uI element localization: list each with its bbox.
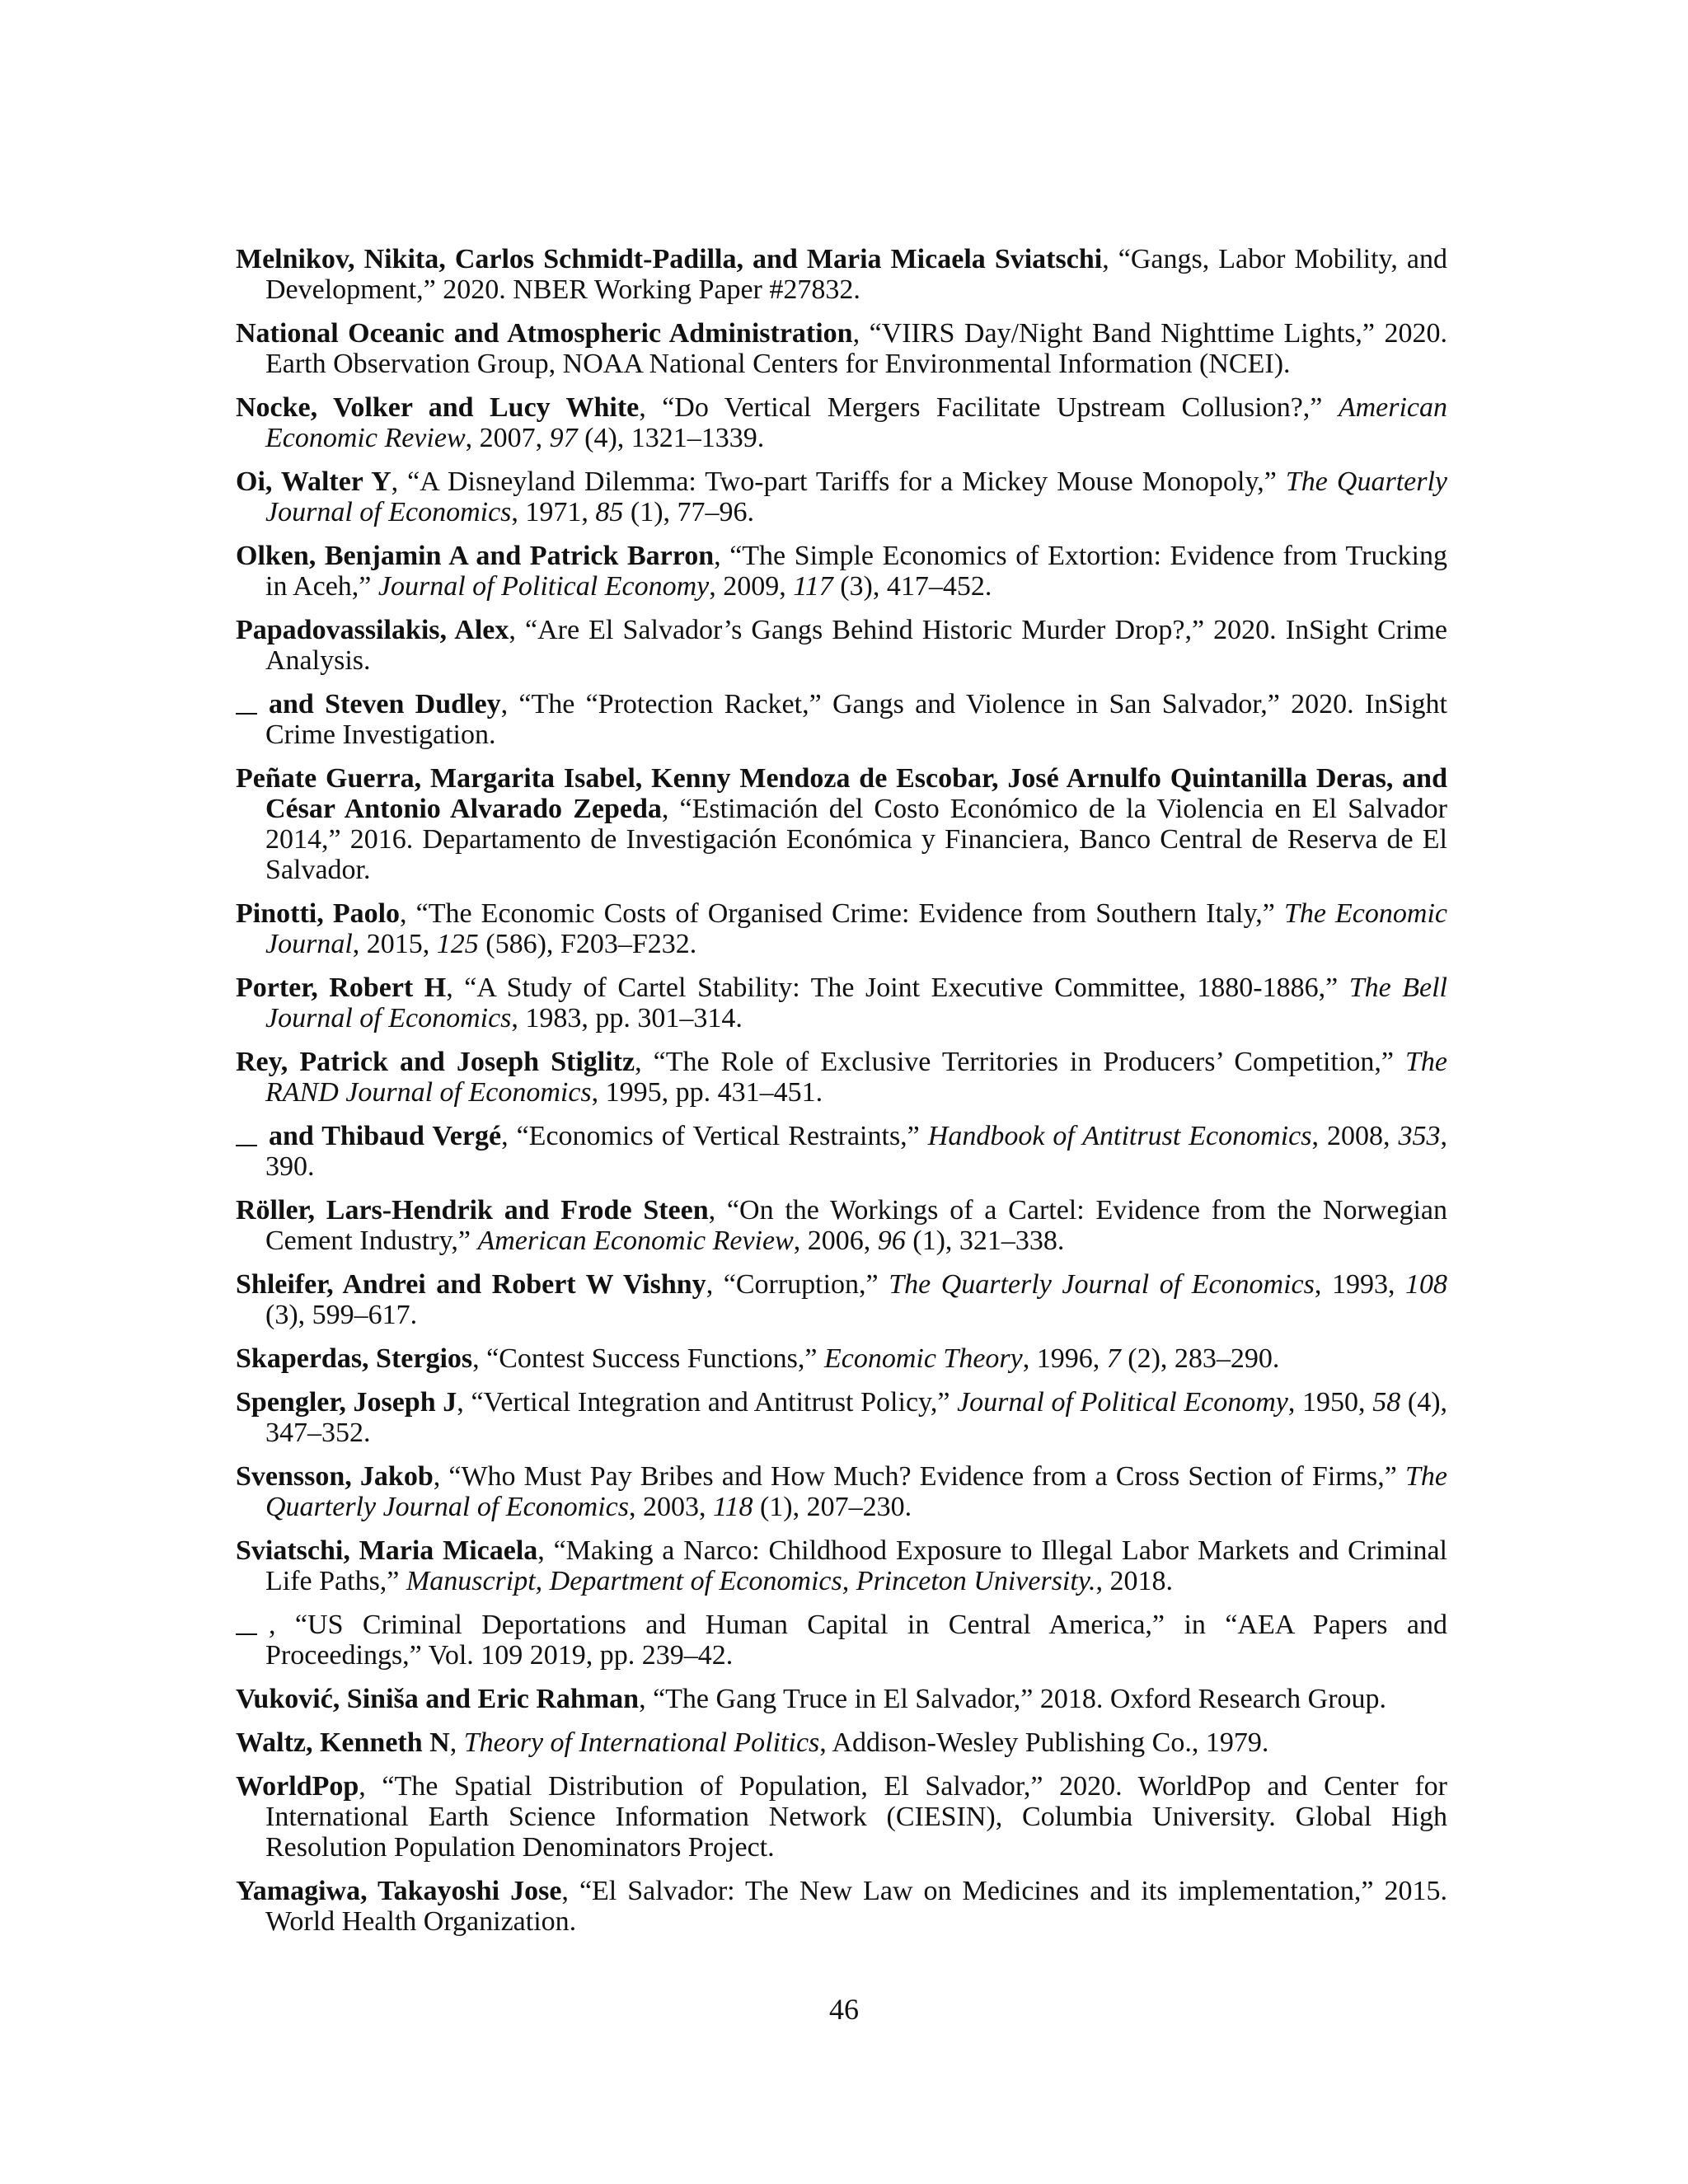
reference-text: , “Vertical Integration and Antitrust Policy,” [457, 1387, 958, 1418]
reference-author: Olken, Benjamin A and Patrick Barron [236, 541, 715, 571]
reference-italic-text: The Economic Journal [265, 898, 1447, 959]
reference-text: , “The Economic Costs of Organised Crime: Evidence from Southern Italy,” [400, 898, 1284, 929]
reference-entry [236, 898, 1447, 959]
reference-text: , “A Disneyland Dilemma: Two-part Tariffs for a Mickey Mouse Monopoly,” [391, 466, 1286, 497]
reference-text: , 1950, [1287, 1387, 1373, 1418]
reference-text: , 2003, [629, 1492, 713, 1522]
reference-text: , 2009, [709, 571, 794, 602]
reference-text: , “Gangs, Labor Mobility, and Development,” 2020. NBER Working Paper #27832. [265, 244, 1447, 305]
reference-author: Yamagiwa, Takayoshi Jose [236, 1876, 562, 1906]
reference-entry [236, 763, 1447, 885]
reference-italic-text: The Quarterly Journal of Economics [889, 1269, 1315, 1300]
reference-text: , “On the Workings of a Cartel: Evidence from the Norwegian Cement Industry,” [265, 1195, 1447, 1256]
reference-entry [236, 541, 1447, 602]
reference-italic-text: Journal of Political Economy [377, 571, 710, 602]
reference-entry [236, 1047, 1447, 1108]
reference-italic-text: 85 [595, 497, 624, 527]
repeated-author-dash [236, 1633, 257, 1635]
reference-text: , “The Gang Truce in El Salvador,” 2018. Oxford Research Group. [639, 1684, 1387, 1714]
reference-author: Pinotti, Paolo [236, 898, 401, 929]
reference-italic-text: The Quarterly Journal of Economics [265, 1461, 1447, 1522]
reference-text: (1), 321–338. [905, 1226, 1065, 1256]
reference-text: , 1983, pp. 301–314. [511, 1003, 743, 1033]
reference-text: , “Are El Salvador’s Gangs Behind Historic Murder Drop?,” 2020. InSight Crime Analysis. [265, 615, 1447, 676]
reference-italic-text: American Economic Review [265, 392, 1447, 453]
reference-author: Shleifer, Andrei and Robert W Vishny [236, 1269, 706, 1300]
reference-text: (2), 283–290. [1120, 1343, 1280, 1374]
reference-text: , “The Simple Economics of Extortion: Evidence from Trucking in Aceh,” [265, 541, 1447, 602]
reference-author: WorldPop [236, 1771, 359, 1802]
reference-entry [236, 1269, 1447, 1330]
reference-text: , “The Spatial Distribution of Population, El Salvador,” 2020. WorldPop and Center for International Earth Science Information Network (CIESIN), Columbia University. Global High Resolution Population Denominators Project. [265, 1771, 1447, 1863]
reference-italic-text: The RAND Journal of Economics [265, 1047, 1447, 1108]
reference-italic-text: American Economic Review [477, 1226, 794, 1256]
reference-entry [236, 689, 1447, 750]
reference-text: , “Economics of Vertical Restraints,” [501, 1121, 928, 1151]
reference-italic-text: Manuscript, Department of Economics, Princeton University. [406, 1566, 1096, 1596]
reference-italic-text: 58 [1372, 1387, 1401, 1418]
reference-text: (4), 1321–1339. [577, 423, 765, 453]
reference-text: , “Corruption,” [706, 1269, 889, 1300]
reference-author: Oi, Walter Y [236, 466, 392, 497]
reference-italic-text: 108 [1405, 1269, 1447, 1300]
reference-text: , “Estimación del Costo Económico de la Violencia en El Salvador 2014,” 2016. Departamento de Investigación Económica y Financiera, Banco Central de Reserva de El Salvador. [265, 794, 1447, 885]
reference-text: , 2008, [1311, 1121, 1399, 1151]
reference-text: , “A Study of Cartel Stability: The Joint Executive Committee, 1880-1886,” [446, 972, 1349, 1003]
reference-text: (1), 207–230. [753, 1492, 912, 1522]
reference-text: , “US Criminal Deportations and Human Capital in Central America,” in “AEA Papers and Proceedings,” Vol. 109 2019, pp. 239–42. [265, 1610, 1447, 1671]
reference-text: (586), F203–F232. [478, 929, 697, 959]
reference-author: Nocke, Volker and Lucy White [236, 392, 640, 423]
reference-italic-text: 125 [436, 929, 479, 959]
reference-italic-text: Theory of International Politics [463, 1727, 820, 1758]
reference-author: and Steven Dudley [269, 689, 501, 719]
repeated-author-dash [236, 713, 257, 715]
reference-entry [236, 1876, 1447, 1937]
reference-author: Sviatschi, Maria Micaela [236, 1535, 538, 1566]
reference-text: , 390. [265, 1121, 1447, 1182]
reference-entry [236, 1387, 1447, 1448]
reference-entry [236, 318, 1447, 379]
reference-entry [236, 1727, 1447, 1758]
reference-italic-text: 118 [713, 1492, 753, 1522]
reference-italic-text: Handbook of Antitrust Economics [927, 1121, 1312, 1151]
reference-list [236, 244, 1447, 1950]
reference-author: Röller, Lars-Hendrik and Frode Steen [236, 1195, 709, 1226]
reference-text: , “Making a Narco: Childhood Exposure to Illegal Labor Markets and Criminal Life Paths,” [265, 1535, 1447, 1596]
reference-author: Vuković, Siniša and Eric Rahman [236, 1684, 640, 1714]
reference-text: , 2018. [1095, 1566, 1174, 1596]
reference-text: , “The Role of Exclusive Territories in Producers’ Competition,” [635, 1047, 1405, 1077]
reference-italic-text: 117 [793, 571, 833, 602]
reference-text: (4), 347–352. [265, 1387, 1448, 1448]
repeated-author-dash [236, 1145, 257, 1146]
reference-italic-text: Journal of Political Economy [957, 1387, 1288, 1418]
reference-italic-text: 353 [1398, 1121, 1441, 1151]
reference-author: National Oceanic and Atmospheric Administration [236, 318, 853, 349]
reference-author: Melnikov, Nikita, Carlos Schmidt-Padilla, and Maria Micaela Sviatschi [236, 244, 1103, 274]
reference-text: , [449, 1727, 464, 1758]
page-number: 46 [829, 1993, 859, 2026]
reference-entry [236, 244, 1447, 305]
reference-entry [236, 392, 1447, 453]
reference-italic-text: 7 [1106, 1343, 1121, 1374]
reference-entry [236, 1771, 1447, 1863]
reference-author: Svensson, Jakob [236, 1461, 434, 1492]
reference-author: Peñate Guerra, Margarita Isabel, Kenny Mendoza de Escobar, José Arnulfo Quintanilla Deras, and César Antonio Alvarado Zepeda [236, 763, 1447, 824]
reference-text: , 2007, [465, 423, 550, 453]
reference-italic-text: 97 [549, 423, 578, 453]
reference-entry [236, 1535, 1447, 1596]
reference-text: (1), 77–96. [623, 497, 755, 527]
reference-text: , “Do Vertical Mergers Facilitate Upstream Collusion?,” [639, 392, 1339, 423]
reference-entry [236, 1684, 1447, 1714]
reference-text: , 1995, pp. 431–451. [591, 1077, 823, 1108]
reference-author: Skaperdas, Stergios [236, 1343, 473, 1374]
reference-entry [236, 615, 1447, 676]
reference-text: , 2015, [352, 929, 437, 959]
reference-text: , 1996, [1022, 1343, 1107, 1374]
reference-entry [236, 1461, 1447, 1522]
reference-text: , Addison-Wesley Publishing Co., 1979. [819, 1727, 1269, 1758]
reference-entry [236, 1195, 1447, 1256]
reference-text: , 1993, [1314, 1269, 1405, 1300]
reference-author: Papadovassilakis, Alex [236, 615, 509, 645]
reference-entry [236, 972, 1447, 1033]
reference-italic-text: The Quarterly Journal of Economics [265, 466, 1447, 527]
reference-author: Rey, Patrick and Joseph Stiglitz [236, 1047, 635, 1077]
reference-entry [236, 1343, 1447, 1374]
reference-author: Spengler, Joseph J [236, 1387, 457, 1418]
reference-text: , “VIIRS Day/Night Band Nighttime Lights,” 2020. Earth Observation Group, NOAA National Centers for Environmental Information (NCEI). [265, 318, 1448, 379]
reference-text: , 2006, [793, 1226, 878, 1256]
reference-author: Porter, Robert H [236, 972, 447, 1003]
reference-text: , “The “Protection Racket,” Gangs and Violence in San Salvador,” 2020. InSight Crime Investigation. [265, 689, 1447, 750]
reference-entry [236, 1121, 1447, 1182]
reference-italic-text: The Bell Journal of Economics [265, 972, 1447, 1033]
reference-text: , “Contest Success Functions,” [472, 1343, 824, 1374]
reference-entry [236, 1610, 1447, 1671]
reference-italic-text: Economic Theory [823, 1343, 1023, 1374]
reference-text: , 1971, [511, 497, 596, 527]
reference-text: (3), 417–452. [832, 571, 992, 602]
reference-author: and Thibaud Vergé [269, 1121, 502, 1151]
reference-entry [236, 466, 1447, 527]
reference-author: Waltz, Kenneth N [236, 1727, 450, 1758]
reference-italic-text: 96 [877, 1226, 906, 1256]
reference-text: , “Who Must Pay Bribes and How Much? Evidence from a Cross Section of Firms,” [433, 1461, 1405, 1492]
reference-text: , “El Salvador: The New Law on Medicines and its implementation,” 2015. World Health Organization. [265, 1876, 1447, 1937]
reference-text: (3), 599–617. [265, 1300, 418, 1330]
